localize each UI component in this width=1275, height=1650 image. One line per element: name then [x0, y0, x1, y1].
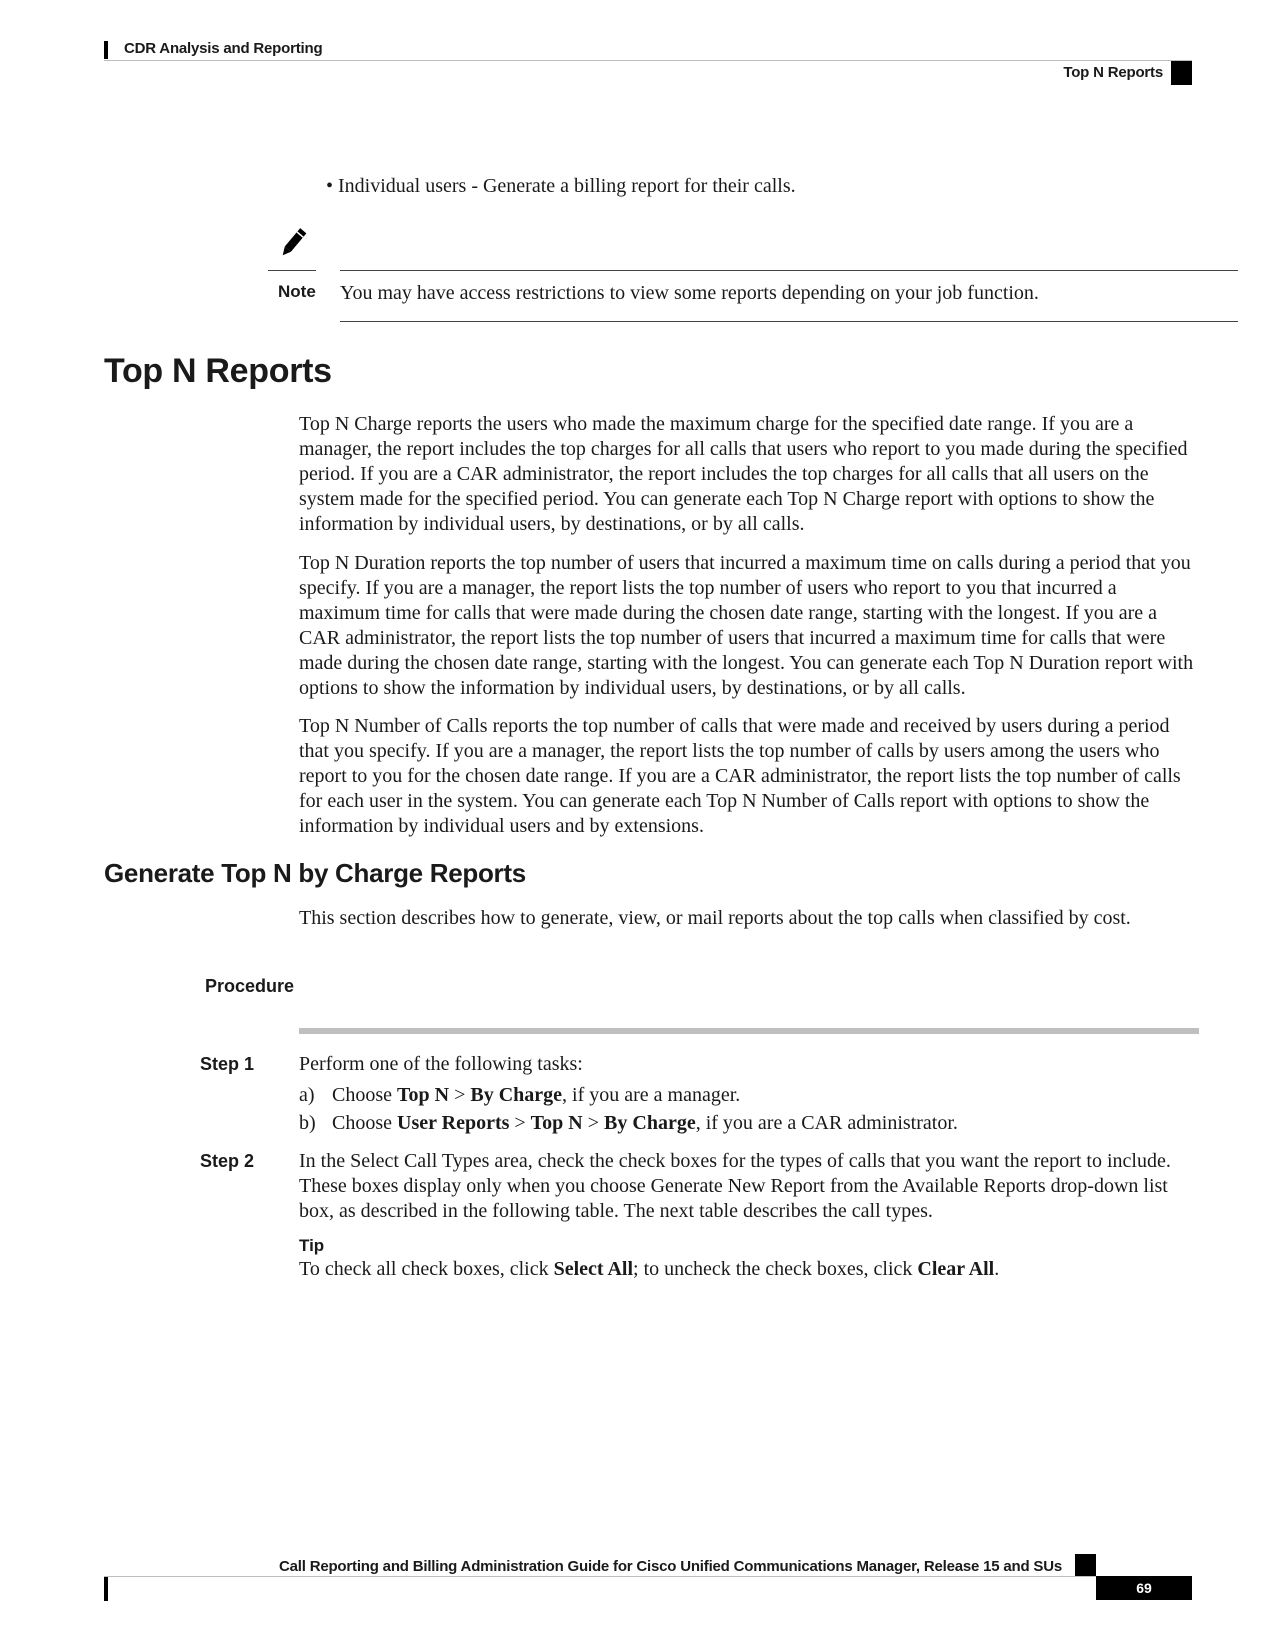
header-left-bar [104, 41, 108, 59]
substep-a-letter: a) [299, 1084, 315, 1106]
step-1-text: Perform one of the following tasks: [299, 1053, 583, 1075]
note-bottom-rule [340, 321, 1238, 322]
menu-path-top-n: Top N [397, 1084, 450, 1106]
section-heading: Generate Top N by Charge Reports [104, 858, 526, 888]
footer-divider [104, 1576, 1192, 1577]
procedure-divider [299, 1028, 1199, 1034]
footer-left-bar [104, 1577, 108, 1601]
page-title: Top N Reports [104, 352, 332, 390]
substep-a: Choose Top N > By Charge, if you are a manager. [332, 1084, 741, 1106]
step-2-text: In the Select Call Types area, check the check boxes for the types of calls that you want the report to include. These boxes display only when you choose Generate New Report from the Available Reports drop-down list box, as described in the following table. The next table describes the call types. [299, 1150, 1171, 1222]
pencil-icon [276, 226, 310, 265]
tip-text: To check all check boxes, click Select All; to uncheck the check boxes, click Clear All. [299, 1258, 1000, 1280]
section-intro: This section describes how to generate, view, or mail reports about the top calls when classified by cost. [299, 907, 1131, 929]
step-2-label: Step 2 [200, 1151, 255, 1171]
tip-label: Tip [299, 1236, 325, 1255]
header-divider [104, 60, 1192, 61]
menu-path-user-reports: User Reports [397, 1112, 510, 1134]
select-all-term: Select All [553, 1258, 634, 1280]
bullet-item: • Individual users - Generate a billing report for their calls. [326, 175, 796, 197]
substep-b-letter: b) [299, 1112, 316, 1134]
section-title: Top N Reports [1063, 64, 1163, 81]
procedure-label: Procedure [205, 976, 295, 996]
footer-book-title: Call Reporting and Billing Administration Guide for Cisco Unified Communications Manager, Release 15 and SUs [279, 1558, 1062, 1575]
note-top-rule [340, 270, 1238, 271]
clear-all-term: Clear All [917, 1258, 995, 1280]
footer-marker [1075, 1554, 1096, 1576]
paragraph-top-n-number-of-calls: Top N Number of Calls reports the top number of calls that were made and received by users during a period that you specify. If you are a manager, the report lists the top number of calls by users among the users who report to you for the chosen date range. If you are a CAR administrator, the report lists the top number of calls for each user in the system. You can generate each Top N Number of Calls report with options to show the information by individual users and by extensions. [299, 715, 1181, 837]
page-number: 69 [1096, 1576, 1192, 1600]
note-label: Note [278, 282, 316, 301]
menu-path-top-n: Top N [530, 1112, 583, 1134]
step-1-label: Step 1 [200, 1054, 255, 1074]
paragraph-top-n-duration: Top N Duration reports the top number of users that incurred a maximum time on calls during a period that you specify. If you are a manager, the report lists the top number of users who report to you that incurred a maximum time for calls that were made during the chosen date range, starting with the longest. If you are a CAR administrator, the report lists the top number of users that incurred a maximum time for calls that were made during the chosen date range, starting with the longest. You can generate each Top N Duration report with options to show the information by individual users, by destinations, or by all calls. [299, 552, 1194, 699]
menu-path-by-charge: By Charge [470, 1084, 563, 1106]
note-icon-underline [268, 270, 316, 271]
header-right-marker [1171, 61, 1192, 85]
menu-path-by-charge: By Charge [604, 1112, 696, 1134]
note-text: You may have access restrictions to view some reports depending on your job function. [340, 282, 1039, 304]
substep-b: Choose User Reports > Top N > By Charge, if you are a CAR administrator. [332, 1112, 958, 1134]
paragraph-top-n-charge: Top N Charge reports the users who made the maximum charge for the specified date range. If you are a manager, the report includes the top charges for all calls that users who report to you made during the specified period. If you are a CAR administrator, the report includes the top charges for all calls that all users on the system made for the specified period. You can generate each Top N Charge report with options to show the information by individual users, by destinations, or by all calls. [299, 413, 1188, 535]
chapter-title: CDR Analysis and Reporting [124, 40, 323, 57]
